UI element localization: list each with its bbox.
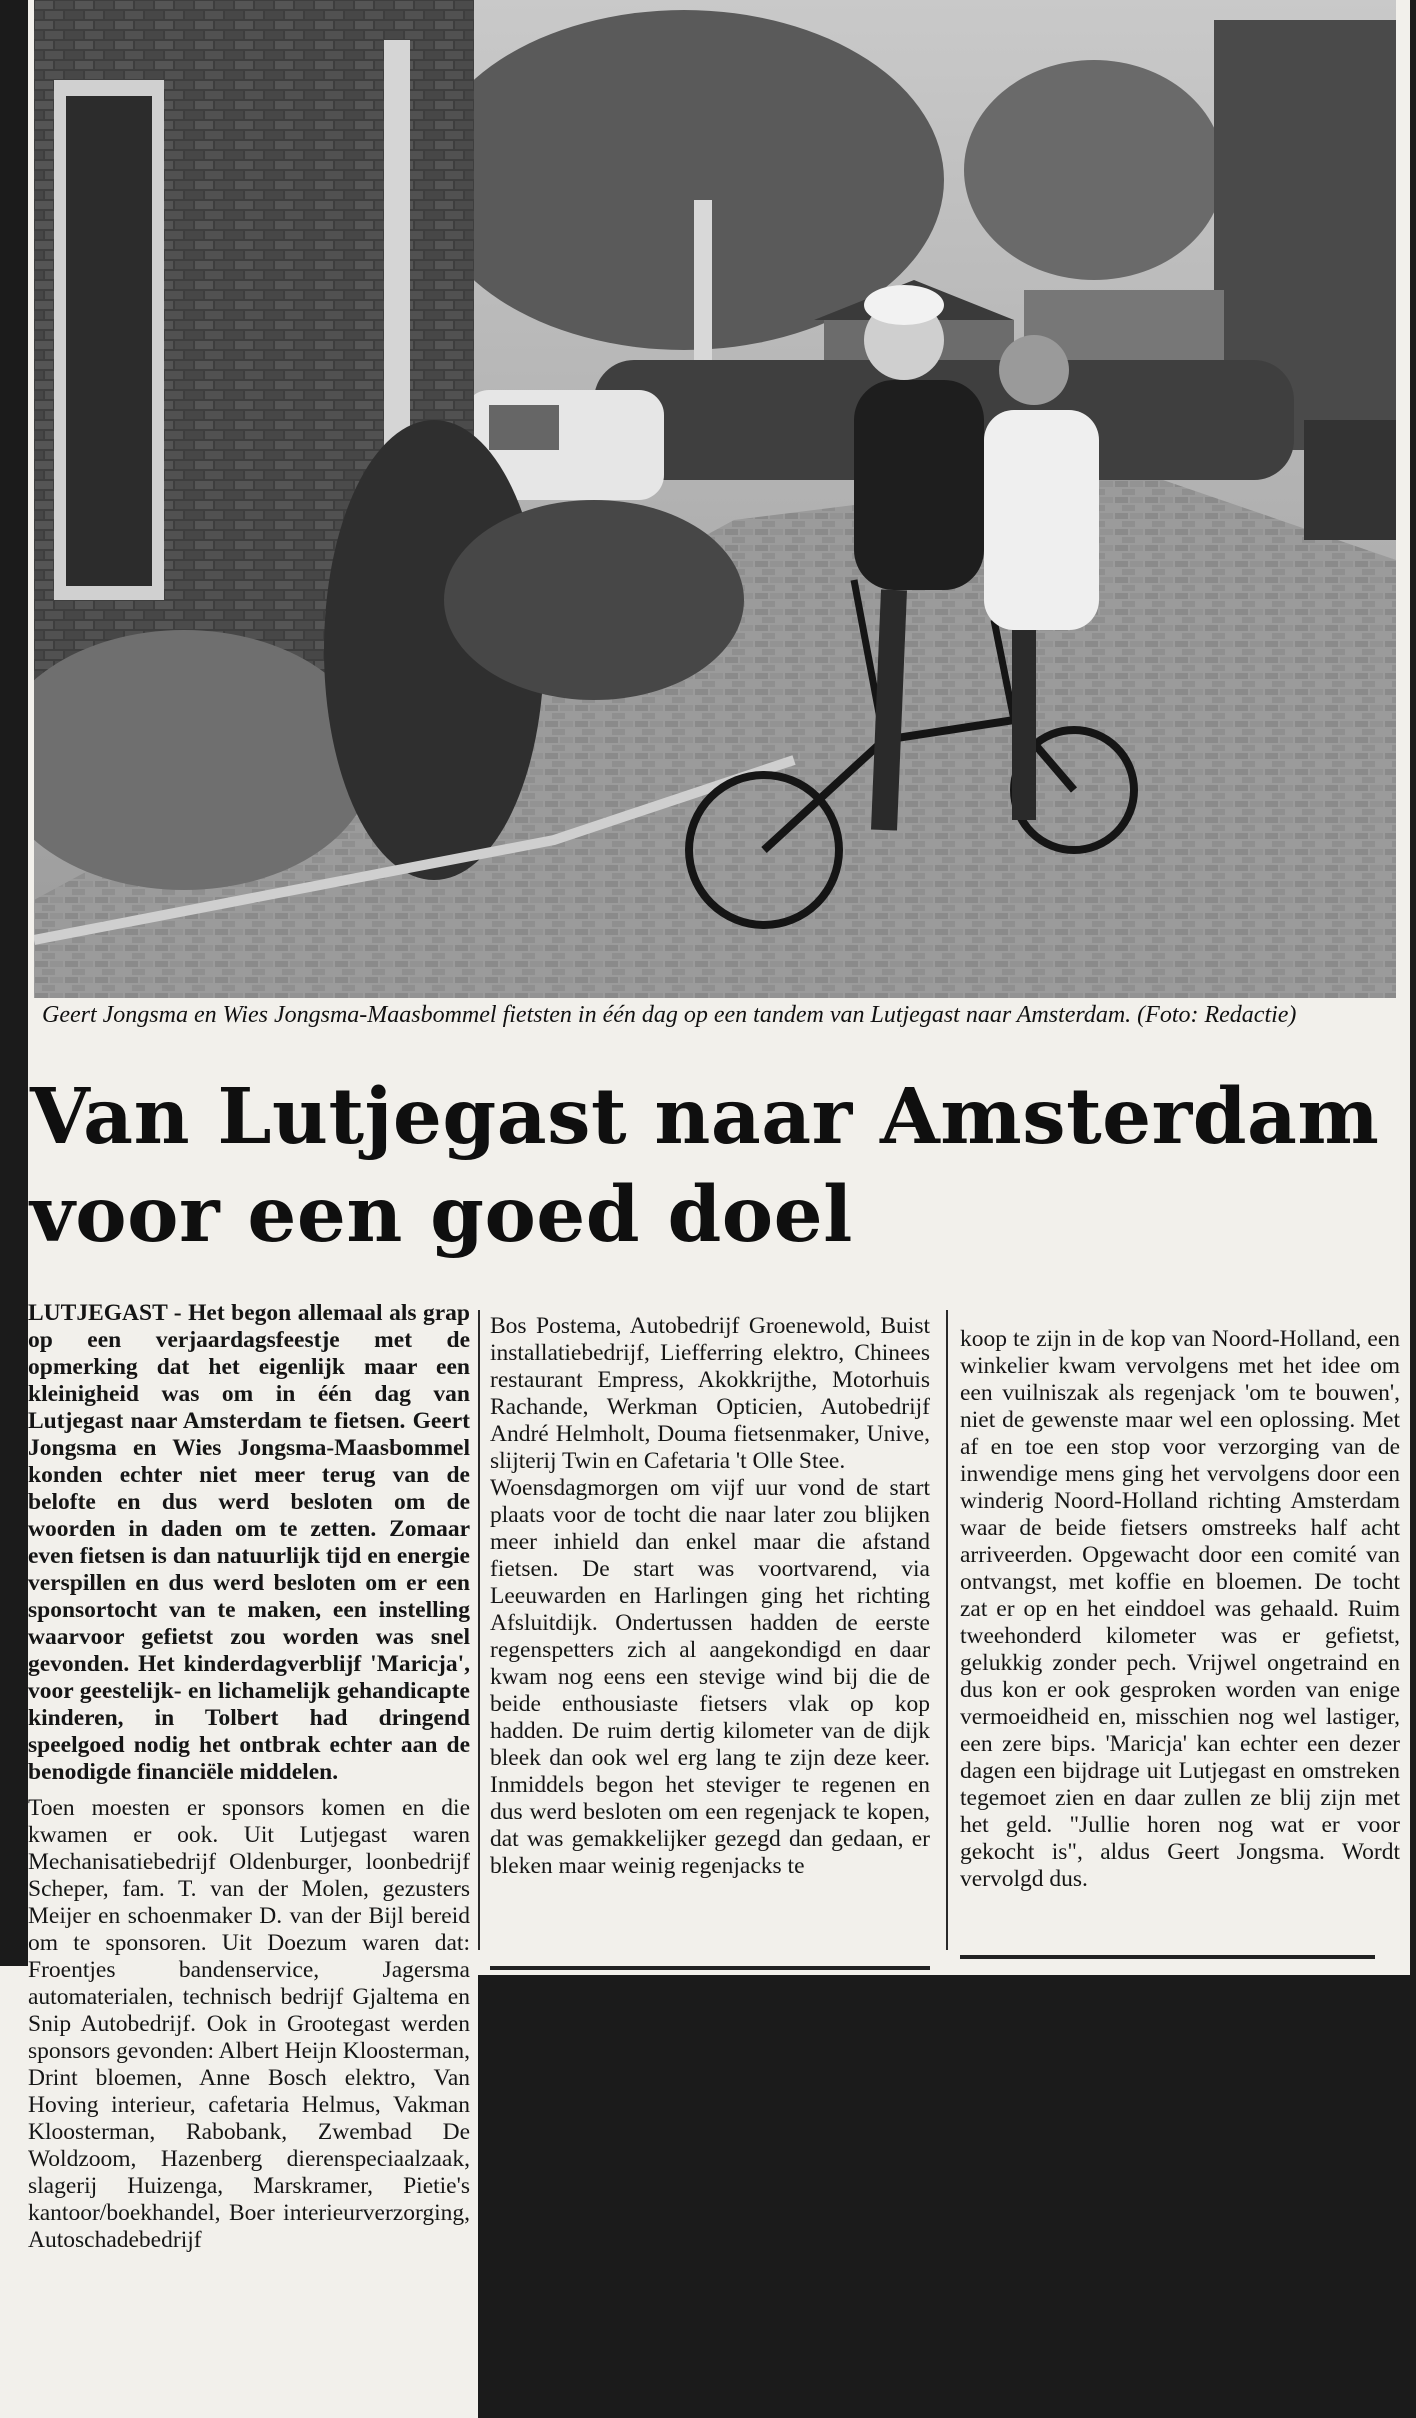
tandem-photo-illustration (34, 0, 1396, 998)
headline-line-2: voor een goed doel (30, 1170, 853, 1260)
photo-caption: Geert Jongsma en Wies Jongsma-Maasbommel fietsten in één dag op een tandem van Lutjegast naar Amsterdam. (Foto: Redactie) (42, 1002, 1297, 1028)
arrival-paragraph: koop te zijn in de kop van Noord-Holland, een winkelier kwam vervolgens met het idee om een vuilniszak als regenjack 'om te bouwen', niet de gewenste maar wel een oplossing. Met af en toe een stop voor verzorging van de inwendige mens ging het vervolgens door een winderig Noord-Holland richting Amsterdam waar de beide fietsers omstreeks half acht arriveerden. Opgewacht door een comité van ontvangst, met koffie en bloemen. De tocht zat er op en het einddoel was gehaald. Ruim tweehonderd kilometer was er gefietst, gelukkig zonder pech. Vrijwel ongetraind en dus kon er ook gesproken worden van enige vermoeidheid en, misschien nog wel lastiger, een zere bips. 'Maricja' kan echter een dezer dagen een bijdrage uit Lutjegast en omstreken tegemoet zien en daar zullen ze blij zijn met het geld. "Jullie horen nog wat er voor gekocht is", aldus Geert Jongsma. Wordt vervolgd dus. (960, 1326, 1400, 1892)
article-column-1-intro (28, 1300, 470, 1786)
column-end-rule (960, 1955, 1375, 1959)
sponsors-continued-paragraph: Bos Postema, Autobedrijf Groenewold, Buist installatiebedrijf, Liefferring elektro, Chinees restaurant Empress, Akokkrijthe, Motorhuis Rachande, Werkman Opticien, Autobedrijf André Helmholt, Douma fietsenmaker, Unive, slijterij Twin en Cafetaria 't Olle Stee. (490, 1313, 930, 1474)
article-column-1-sponsors (28, 1795, 470, 2254)
article-column-2 (490, 1313, 930, 1880)
dateline: LUTJEGAST - (28, 1300, 182, 1326)
column-divider (478, 1310, 480, 1950)
article-photo (34, 0, 1396, 998)
column-divider (946, 1310, 948, 1950)
intro-paragraph: Het begon allemaal als grap op een verjaardagsfeestje met de opmerking dat het eigenlijk maar een kleinigheid was om in één dag van Lutjegast naar Amsterdam te fietsen. Geert Jongsma en Wies Jongsma-Maasbommel konden echter niet meer terug van de belofte en dus werd besloten om de woorden in daden om te zetten. Zomaar even fietsen is dan natuurlijk tijd en energie verspillen en dus werd besloten om er een sponsortocht van te maken, een instelling waarvoor gefietst zou worden was snel gevonden. Het kinderdagverblijf 'Maricja', voor geestelijk- en lichamelijk gehandicapte kinderen, in Tolbert had dringend speelgoed nodig het ontbrak echter aan de benodigde financiële middelen. (28, 1300, 471, 1785)
headline-line-1: Van Lutjegast naar Amsterdam (30, 1072, 1380, 1162)
article-column-3 (960, 1326, 1400, 1893)
column-end-rule (490, 1966, 930, 1970)
departure-paragraph: Woensdagmorgen om vijf uur vond de start plaats voor de tocht die naar later zou blijken meer inhield dan enkel maar die afstand fietsen. De start was voortvarend, via Leeuwarden en Harlingen ging het richting Afsluitdijk. Ondertussen hadden de eerste regenspetters zich al aangekondigd en daar kwam nog eens een stevige wind bij die de beide enthousiaste fietsers vlak op kop hadden. De ruim dertig kilometer van de dijk bleek dan ook wel erg lang te zijn deze keer. Inmiddels begon het steviger te regenen en dus werd besloten om een regenjack te kopen, dat was gemakkelijker gezegd dan gedaan, er bleken maar weinig regenjacks te (490, 1475, 930, 1879)
article-headline (30, 1068, 1400, 1264)
sponsors-paragraph: Toen moesten er sponsors komen en die kwamen er ook. Uit Lutjegast waren Mechanisatiebedrijf Oldenburger, loonbedrijf Scheper, fam. T. van der Molen, gezusters Meijer en schoenmaker D. van der Bijl bereid om te sponsoren. Uit Doezum waren dat: Froentjes bandenservice, Jagersma automaterialen, technisch bedrijf Gjaltema en Snip Autobedrijf. Ook in Grootegast werden sponsors gevonden: Albert Heijn Kloosterman, Drint bloemen, Anne Bosch elektro, Van Hoving interieur, cafetaria Helmus, Vakman Kloosterman, Rabobank, Zwembad De Woldzoom, Hazenberg dierenspeciaalzaak, slagerij Huizenga, Marskramer, Pietie's kantoor/boekhandel, Boer interieurverzorging, Autoschadebedrijf (28, 1795, 470, 2253)
